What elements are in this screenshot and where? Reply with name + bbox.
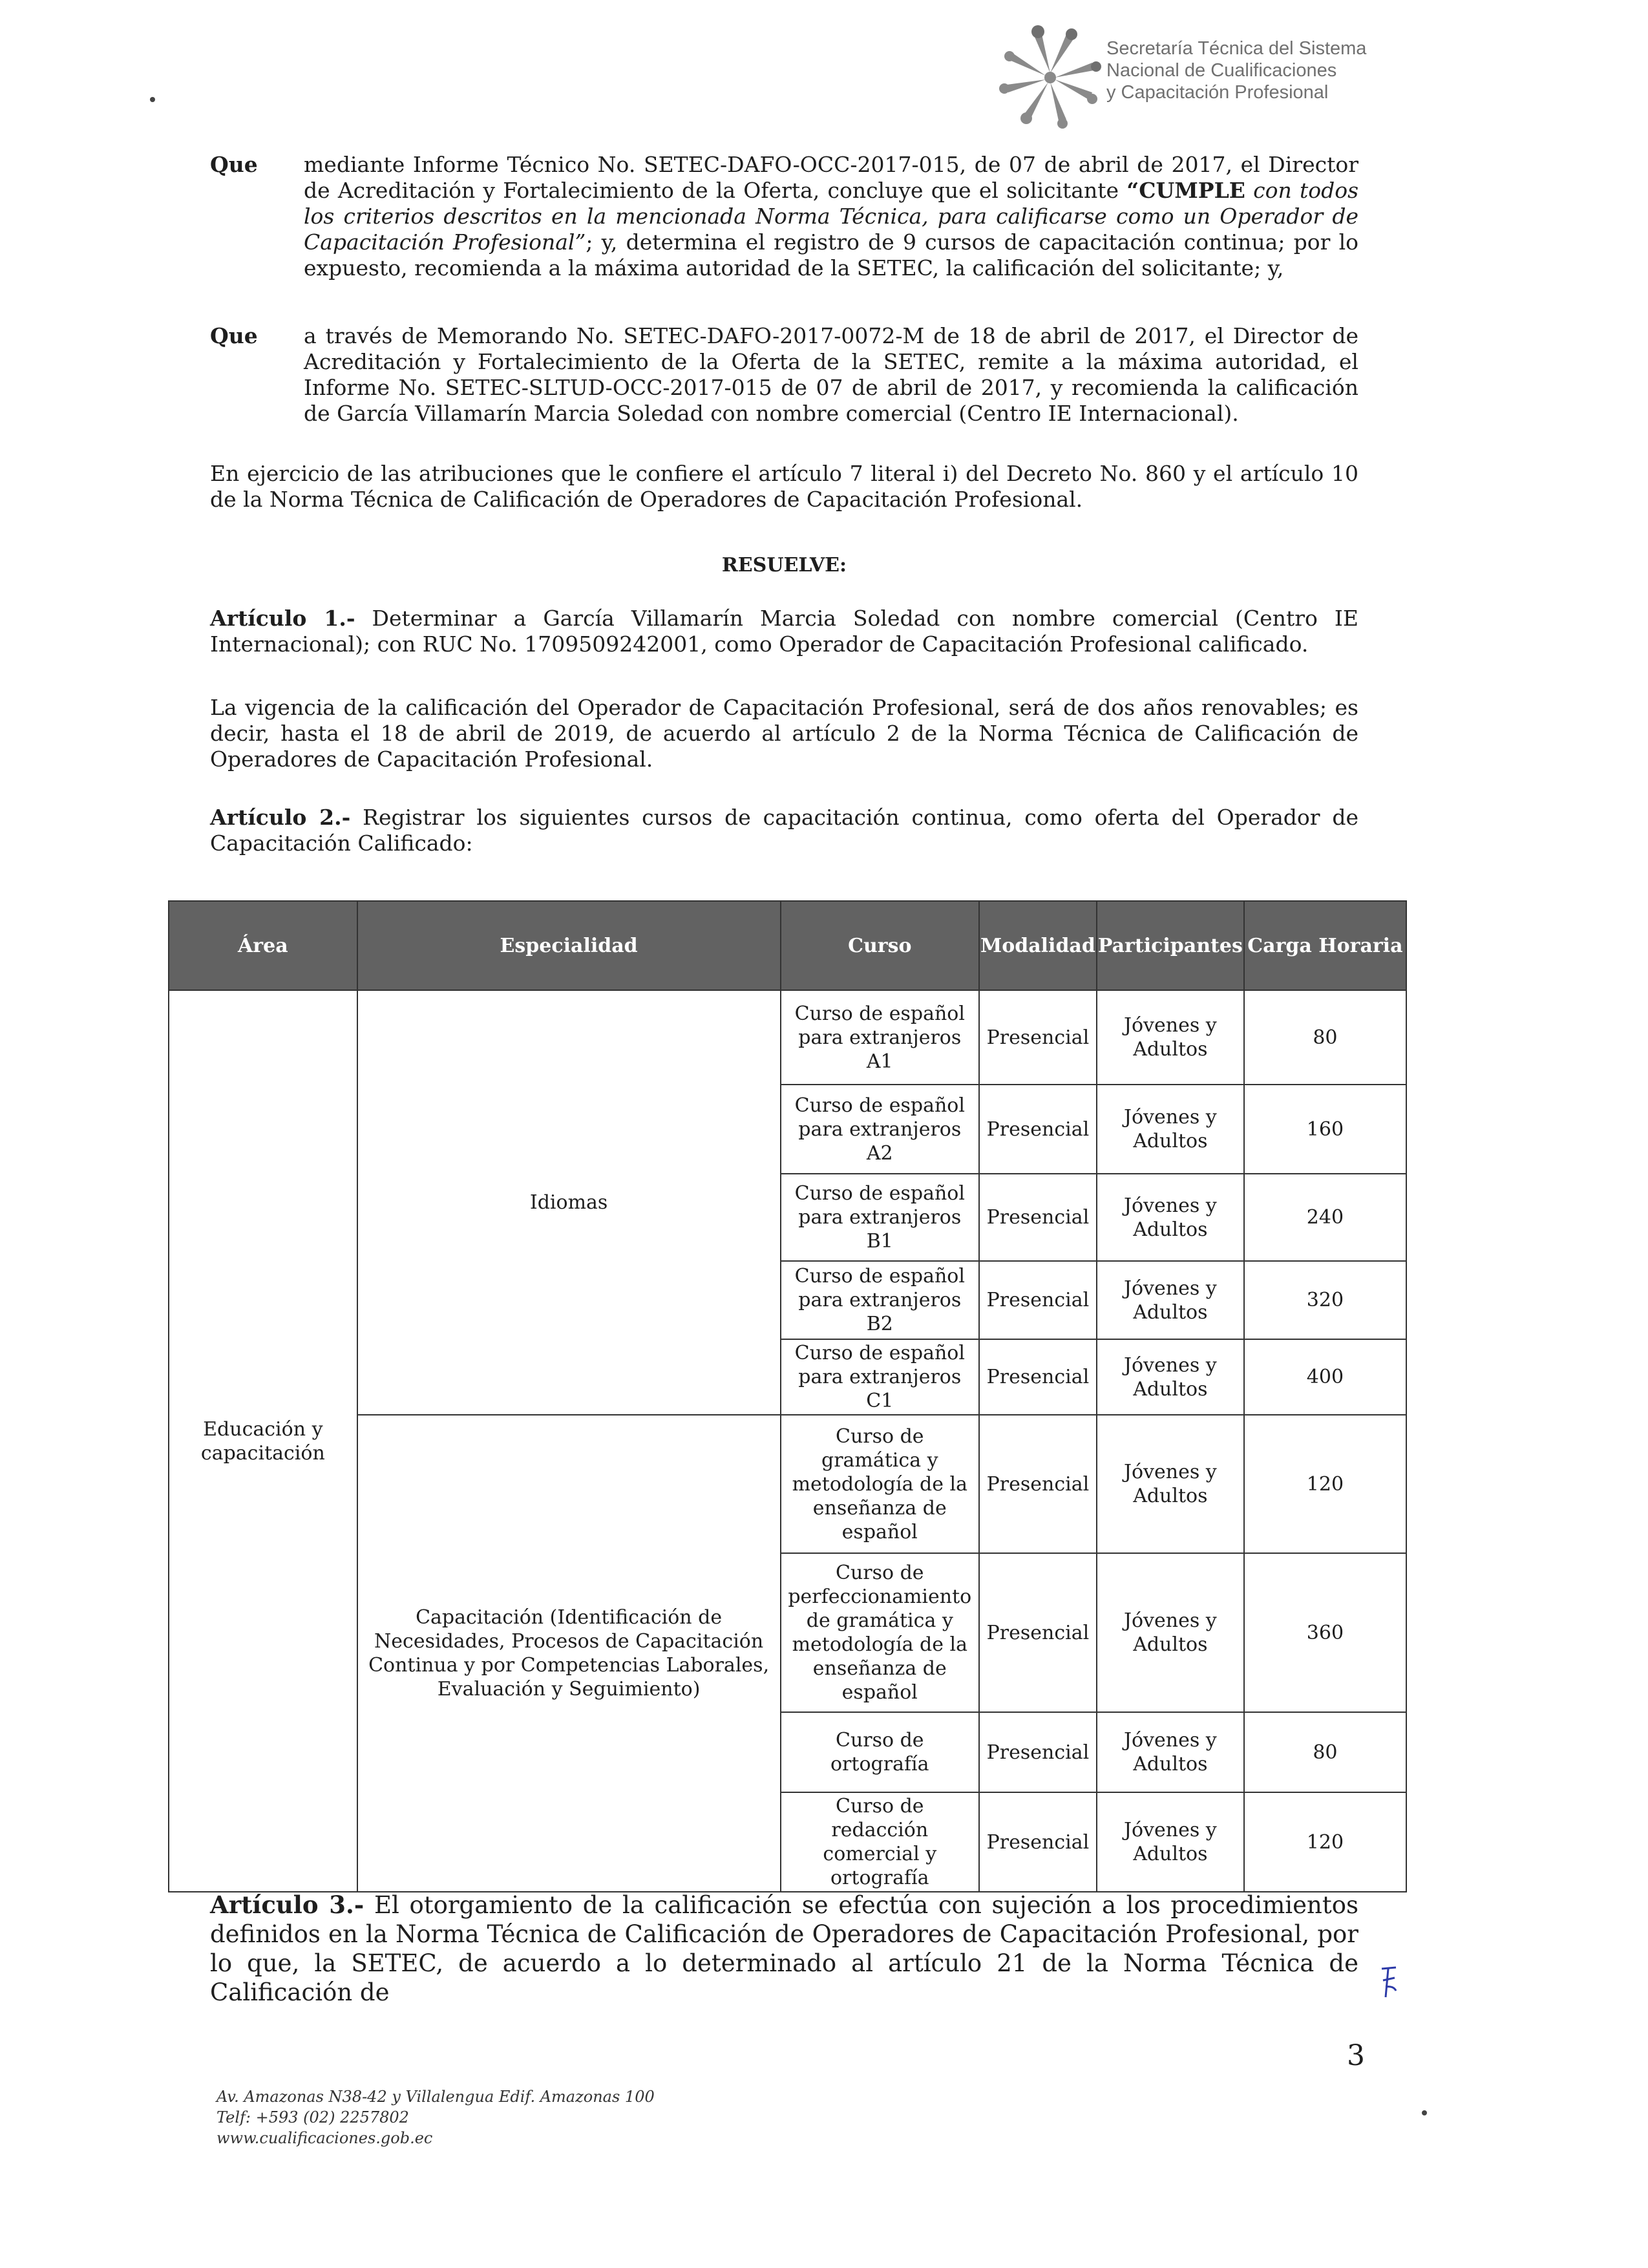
considerando-1	[304, 152, 1358, 281]
cell-curso: Curso de español para extranjeros A2	[781, 1085, 980, 1174]
cell-participantes: Jóvenes y Adultos	[1097, 1553, 1244, 1712]
articulo-3	[210, 1891, 1358, 2007]
articulo-2-text: Registrar los siguientes cursos de capacitación continua, como oferta del Operador de Capacitación Calificado:	[210, 805, 1358, 856]
cell-carga: 160	[1244, 1085, 1406, 1174]
cell-carga: 360	[1244, 1553, 1406, 1712]
cell-participantes: Jóvenes y Adultos	[1097, 1415, 1244, 1553]
considerando-1-bold: “CUMPLE	[1126, 178, 1245, 203]
que-label-2: Que	[210, 323, 258, 348]
cell-participantes: Jóvenes y Adultos	[1097, 1261, 1244, 1339]
cell-carga: 400	[1244, 1339, 1406, 1415]
cell-especialidad-idiomas: Idiomas	[357, 990, 781, 1415]
cell-carga: 120	[1244, 1415, 1406, 1553]
considerando-1-italic: con todos los criterios descritos en la mencionada Norma Técnica, para calificarse como un Operador de Capacitación Profesional”	[304, 178, 1358, 255]
cell-carga: 320	[1244, 1261, 1406, 1339]
cell-participantes: Jóvenes y Adultos	[1097, 1339, 1244, 1415]
cell-curso: Curso de redacción comercial y ortografía	[781, 1792, 980, 1892]
cell-curso: Curso de español para extranjeros B2	[781, 1261, 980, 1339]
cell-participantes: Jóvenes y Adultos	[1097, 990, 1244, 1085]
cell-modalidad: Presencial	[979, 1339, 1097, 1415]
cell-curso: Curso de español para extranjeros C1	[781, 1339, 980, 1415]
articulo-1-label: Artículo 1.-	[210, 606, 355, 631]
cell-participantes: Jóvenes y Adultos	[1097, 1792, 1244, 1892]
cell-carga: 80	[1244, 1712, 1406, 1792]
scan-speck	[150, 97, 155, 102]
footer-phone: Telf: +593 (02) 2257802	[217, 2108, 409, 2126]
cell-curso: Curso de ortografía	[781, 1712, 980, 1792]
scan-speck	[1422, 2110, 1427, 2115]
cell-participantes: Jóvenes y Adultos	[1097, 1174, 1244, 1261]
table-row	[169, 990, 1406, 1085]
considerando-1-tail: ; y, determina el registro de 9 cursos de capacitación continua; por lo expuesto, recomienda a la máxima autoridad de la SETEC, la calificación del solicitante; y,	[304, 229, 1359, 281]
setec-logo	[995, 23, 1105, 132]
courses-table	[168, 900, 1407, 1892]
cell-especialidad-capacitacion: Capacitación (Identificación de Necesidades, Procesos de Capacitación Continua y por Competencias Laborales, Evaluación y Seguimiento)	[357, 1415, 781, 1892]
que-label-1: Que	[210, 152, 258, 177]
articulo-1-text: Determinar a García Villamarín Marcia Soledad con nombre comercial (Centro IE Internacional); con RUC No. 1709509242001, como Operador de Capacitación Profesional calificado.	[210, 606, 1358, 657]
cell-modalidad: Presencial	[979, 1792, 1097, 1892]
cell-curso: Curso de perfeccionamiento de gramática y metodología de la enseñanza de español	[781, 1553, 980, 1712]
cell-modalidad: Presencial	[979, 1415, 1097, 1553]
cell-curso: Curso de gramática y metodología de la enseñanza de español	[781, 1415, 980, 1553]
considerando-1-text: mediante Informe Técnico No. SETEC-DAFO-OCC-2017-015, de 07 de abril de 2017, el Director de Acreditación y Fortalecimiento de la Oferta, concluye que el solicitante	[304, 152, 1358, 203]
cell-modalidad: Presencial	[979, 1261, 1097, 1339]
header-carga-horaria: Carga Horaria	[1244, 901, 1406, 990]
cell-modalidad: Presencial	[979, 990, 1097, 1085]
cell-carga: 120	[1244, 1792, 1406, 1892]
table-header-row	[169, 901, 1406, 990]
header-modalidad: Modalidad	[979, 901, 1097, 990]
cell-participantes: Jóvenes y Adultos	[1097, 1085, 1244, 1174]
articulo-3-label: Artículo 3.-	[210, 1891, 364, 1919]
cell-curso: Curso de español para extranjeros A1	[781, 990, 980, 1085]
header-area: Área	[169, 901, 357, 990]
cell-modalidad: Presencial	[979, 1712, 1097, 1792]
footer-contact	[217, 2086, 655, 2148]
org-line-3: y Capacitación Profesional	[1106, 82, 1329, 103]
articulo-1	[210, 606, 1358, 657]
vigencia-paragraph: La vigencia de la calificación del Operador de Capacitación Profesional, será de dos años renovables; es decir, hasta el 18 de abril de 2019, de acuerdo al artículo 2 de la Norma Técnica de Calificación de Operadores de Capacitación Profesional.	[210, 695, 1358, 772]
preamble: En ejercicio de las atribuciones que le confiere el artículo 7 literal i) del Decreto No. 860 y el artículo 10 de la Norma Técnica de Calificación de Operadores de Capacitación Profesional.	[210, 461, 1358, 512]
cell-modalidad: Presencial	[979, 1174, 1097, 1261]
footer-website: www.cualificaciones.gob.ec	[217, 2129, 433, 2147]
cell-participantes: Jóvenes y Adultos	[1097, 1712, 1244, 1792]
articulo-2-label: Artículo 2.-	[210, 805, 351, 830]
considerando-2: a través de Memorando No. SETEC-DAFO-2017-0072-M de 18 de abril de 2017, el Director de Acreditación y Fortalecimiento de la Oferta de la SETEC, remite a la máxima autoridad, el Informe No. SETEC-SLTUD-OCC-2017-015 de 07 de abril de 2017, y recomienda la calificación de García Villamarín Marcia Soledad con nombre comercial (Centro IE Internacional).	[304, 323, 1358, 426]
cell-carga: 240	[1244, 1174, 1406, 1261]
articulo-2	[210, 805, 1358, 856]
articulo-3-text: El otorgamiento de la calificación se efectúa con sujeción a los procedimientos definidos en la Norma Técnica de Calificación de Operadores de Capacitación Profesional, por lo que, la SETEC, de acuerdo a lo determinado al artículo 21 de la Norma Técnica de Calificación de	[210, 1891, 1358, 2006]
header-participantes: Participantes	[1097, 901, 1244, 990]
header-especialidad: Especialidad	[357, 901, 781, 990]
resuelve-heading: RESUELVE:	[721, 554, 847, 577]
org-line-2: Nacional de Cualificaciones	[1106, 60, 1337, 81]
cell-carga: 80	[1244, 990, 1406, 1085]
cell-area: Educación y capacitación	[169, 990, 357, 1892]
organization-name	[1106, 37, 1366, 103]
cell-modalidad: Presencial	[979, 1085, 1097, 1174]
footer-address: Av. Amazonas N38-42 y Villalengua Edif. Amazonas 100	[217, 2088, 655, 2106]
initial-mark	[1377, 1965, 1401, 2000]
org-line-1: Secretaría Técnica del Sistema	[1106, 38, 1367, 59]
page-number: 3	[1347, 2039, 1365, 2072]
cell-modalidad: Presencial	[979, 1553, 1097, 1712]
header-curso: Curso	[781, 901, 980, 990]
cell-curso: Curso de español para extranjeros B1	[781, 1174, 980, 1261]
